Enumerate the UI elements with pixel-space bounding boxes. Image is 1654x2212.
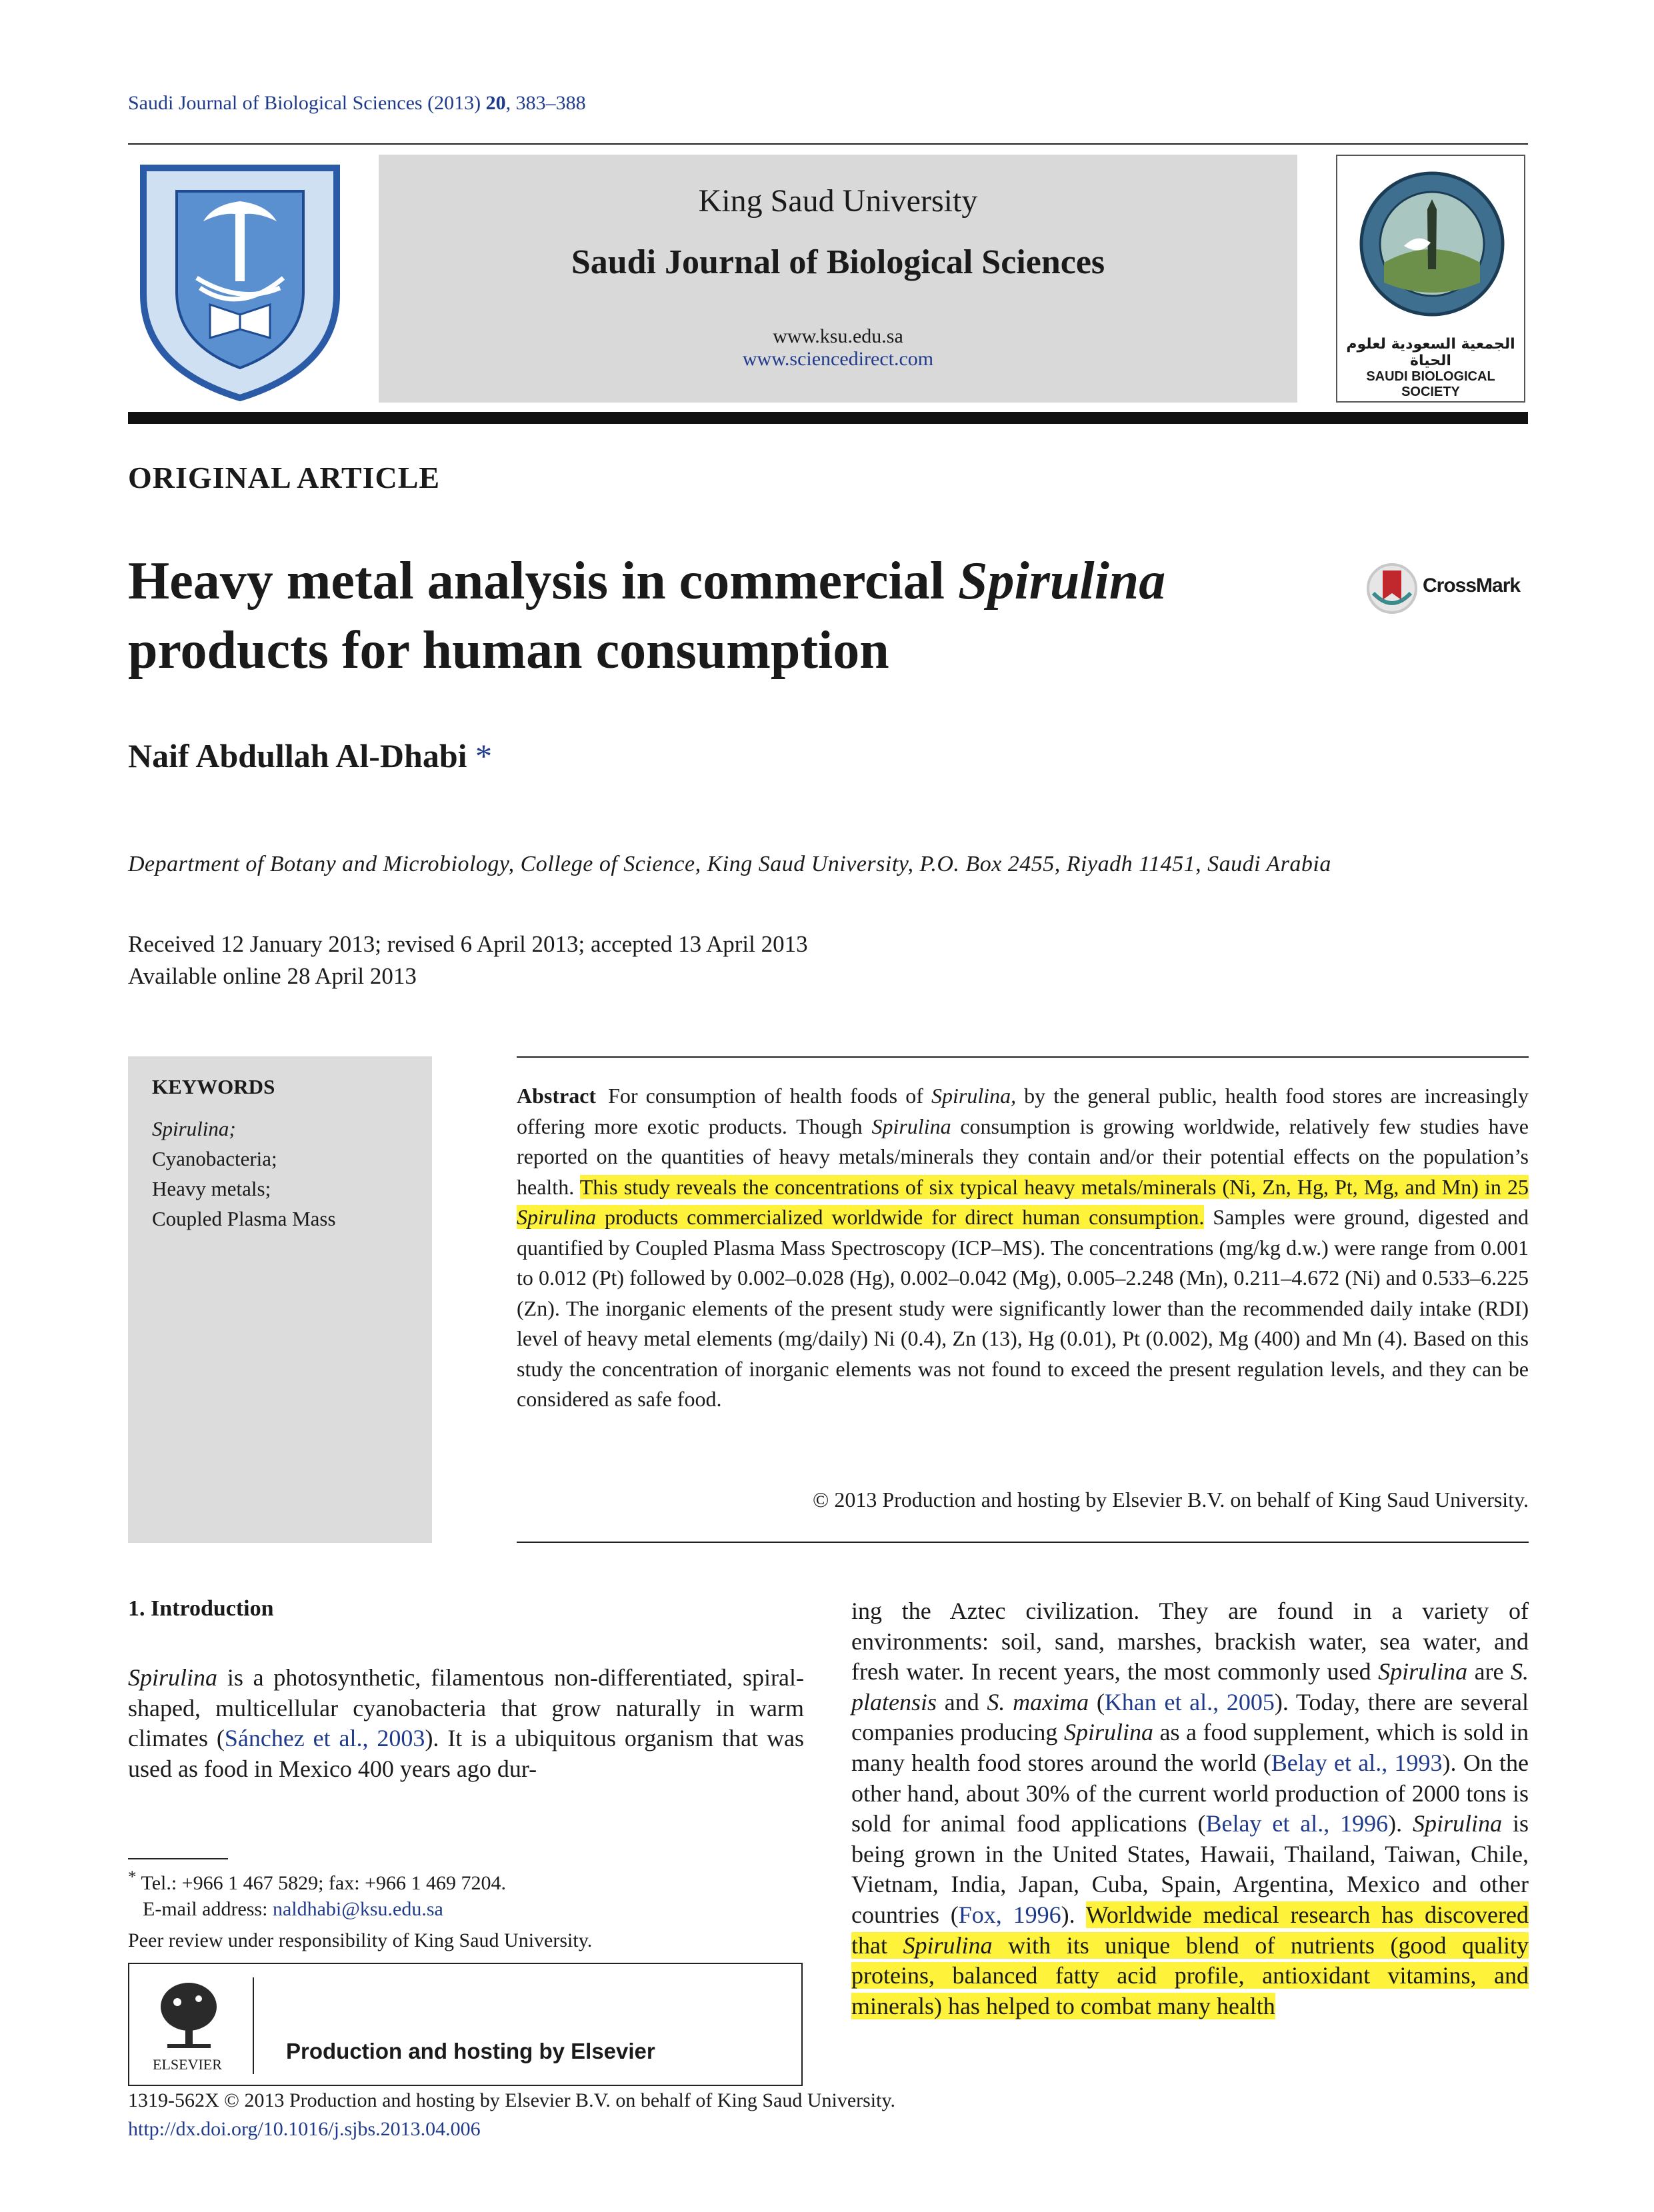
header-rule [128, 143, 1528, 145]
abstract [517, 1081, 1529, 1415]
crossmark-icon [1365, 558, 1419, 618]
footnote-mark: * [128, 1868, 137, 1886]
journal-citation [128, 92, 586, 115]
title-italic: Spirulina [958, 552, 1166, 610]
journal-name: Saudi Journal of Biological Sciences [571, 243, 1105, 281]
email-link[interactable]: naldhabi@ksu.edu.sa [272, 1898, 443, 1920]
keyword-item: Coupled Plasma Mass [152, 1207, 336, 1230]
body-text: ). [1388, 1810, 1413, 1837]
abstract-heading: Abstract [517, 1084, 597, 1108]
saudi-biological-society-logo [1336, 155, 1525, 403]
ksu-website[interactable]: www.ksu.edu.sa [773, 325, 903, 347]
peer-review-note: Peer review under responsibility of King Saud University. [128, 1929, 593, 1951]
footnote-contact [128, 1868, 506, 1895]
body-highlight: Worldwide medical research has discovered that [851, 1901, 1529, 1959]
citation-link[interactable]: Belay et al., 1993 [1271, 1749, 1443, 1776]
crossmark-label: CrossMark [1423, 574, 1521, 596]
body-column-right [851, 1596, 1529, 2021]
footnote-email [143, 1898, 443, 1921]
keywords-heading: KEYWORDS [152, 1075, 275, 1098]
body-text: are [1467, 1658, 1511, 1685]
author [128, 736, 492, 775]
abstract-text: consumption is growing worldwide, relatively few studies have reported on the quantities of heavy metals/minerals they contain and/or their potential effects on the population’s health. [517, 1114, 1529, 1199]
section-heading-introduction: 1. Introduction [128, 1596, 274, 1621]
crossmark-badge[interactable] [1365, 558, 1532, 618]
online-date: Available online 28 April 2013 [128, 963, 417, 989]
received-dates: Received 12 January 2013; revised 6 April 2013; accepted 13 April 2013 [128, 931, 808, 957]
email-label: E-mail address: [143, 1898, 273, 1920]
society-name-english: SAUDI BIOLOGICAL SOCIETY [1366, 369, 1495, 399]
body-italic: S. platensis [851, 1658, 1529, 1715]
body-italic: Spirulina [1413, 1810, 1503, 1837]
sciencedirect-link[interactable]: www.sciencedirect.com [742, 348, 934, 370]
body-text: ). [1061, 1901, 1086, 1928]
body-italic: S. maxima [987, 1688, 1089, 1715]
body-text: ). On the other hand, about 30% of the current world production of 2000 tons is sold for animal food applications ( [851, 1749, 1529, 1837]
keyword-item: Heavy metals; [152, 1177, 271, 1200]
society-emblem-icon [1357, 169, 1507, 319]
keywords-box [128, 1056, 432, 1543]
society-name-arabic: الجمعية السعودية لعلوم الحياة [1346, 336, 1515, 369]
body-italic: Spirulina [1378, 1658, 1468, 1685]
keyword-item: Cyanobacteria; [152, 1147, 277, 1170]
abstract-highlight-italic: Spirulina [517, 1205, 597, 1229]
masthead-rule [128, 412, 1528, 424]
elsevier-hosting-box [128, 1963, 803, 2086]
author-footnote-mark[interactable]: * [475, 737, 493, 774]
abstract-italic: Spirulina [871, 1114, 951, 1138]
footnote-phone: Tel.: +966 1 467 5829; fax: +966 1 469 7204. [136, 1872, 506, 1894]
article-history [128, 928, 808, 992]
abstract-text: by the general public, health food stores are increasingly offering more exotic products. Though [517, 1084, 1529, 1138]
abstract-highlight: products commercialized worldwide for direct human consumption. [596, 1205, 1205, 1229]
elsevier-divider [253, 1977, 254, 2074]
keyword-item: Spirulina; [152, 1117, 236, 1140]
abstract-copyright: © 2013 Production and hosting by Elsevier B.V. on behalf of King Saud University. [813, 1488, 1529, 1512]
body-text: ing the Aztec civilization. They are found in a variety of environments: soil, sand, marshes, brackish water, sea water, and fresh water. In recent years, the most commonly used [851, 1598, 1529, 1685]
journal-volume: 20 [485, 92, 506, 114]
body-text: ). It is a ubiquitous organism that was used as food in Mexico 400 years ago dur- [128, 1725, 804, 1782]
abstract-rule-top [517, 1056, 1529, 1058]
body-text: is being grown in the United States, Hawaii, Thailand, Taiwan, Chile, Vietnam, India, Japan, Cuba, Spain, Argentina, Mexico and other countries ( [851, 1810, 1529, 1928]
body-text: as a food supplement, which is sold in many health food stores around the world ( [851, 1719, 1529, 1776]
university-name: King Saud University [698, 183, 978, 219]
title-part-1: Heavy metal analysis in commercial [128, 552, 958, 610]
article-type: ORIGINAL ARTICLE [128, 461, 441, 495]
title-part-2: products for human consumption [128, 621, 889, 680]
king-saud-university-logo [130, 155, 350, 405]
citation-link[interactable]: Khan et al., 2005 [1104, 1688, 1275, 1715]
body-highlight: with its unique blend of nutrients (good quality proteins, balanced fatty acid profile, antioxidant vitamins, and minerals) has helped to combat many health [851, 1931, 1529, 2019]
affiliation: Department of Botany and Microbiology, College of Science, King Saud University, P.O. Box 2455, Riyadh 11451, Saudi Arabia [128, 852, 1331, 876]
body-highlight-italic: Spirulina [903, 1931, 993, 1959]
body-text: ). Today, there are several companies producing [851, 1688, 1529, 1746]
journal-citation-text: Saudi Journal of Biological Sciences (2013) [128, 92, 486, 114]
abstract-rule-bottom [517, 1542, 1529, 1543]
abstract-text: Samples were ground, digested and quantified by Coupled Plasma Mass Spectroscopy (ICP–MS). The concentrations (mg/kg d.w.) were range from 0.001 to 0.012 (Pt) followed by 0.002–0.028 (Hg), 0.002–0.042 (Mg), 0.005–2.248 (Mn), 0.211–4.672 (Ni) and 0.533–6.225 (Zn). The inorganic elements of the present study were significantly lower than the recommended daily intake (RDI) level of heavy metal elements (mg/daily) Ni (0.4), Zn (13), Hg (0.01), Pt (0.002), Mg (400) and Mn (4). Based on this study the concentration of inorganic elements was not found to exceed the present regulation levels, and they can be considered as safe food. [517, 1205, 1529, 1411]
body-text: is a photosynthetic, filamentous non-differentiated, spiral-shaped, multicellular cyanobacteria that grow naturally in warm climates ( [128, 1664, 804, 1752]
body-text: and [937, 1688, 987, 1715]
abstract-italic: Spirulina, [931, 1084, 1017, 1108]
body-text: ( [1089, 1688, 1105, 1715]
article-title [128, 547, 1395, 685]
journal-pages: , 383–388 [505, 92, 586, 114]
elsevier-hosting-label: Production and hosting by Elsevier [286, 2039, 655, 2063]
elsevier-tree-icon [157, 1979, 221, 2052]
issn-line: 1319-562X © 2013 Production and hosting by Elsevier B.V. on behalf of King Saud University. [128, 2089, 896, 2111]
masthead [379, 155, 1297, 403]
citation-link[interactable]: Belay et al., 1996 [1205, 1810, 1389, 1837]
abstract-text: For consumption of health foods of [608, 1084, 931, 1108]
citation-link[interactable]: Fox, 1996 [958, 1901, 1061, 1928]
abstract-highlight: This study reveals the concentrations of six typical heavy metals/minerals (Ni, Zn, Hg, Pt, Mg, and Mn) in 25 [579, 1174, 1529, 1199]
citation-link[interactable]: Sánchez et al., 2003 [224, 1725, 425, 1752]
author-name: Naif Abdullah Al-Dhabi [128, 737, 467, 774]
body-column-left [128, 1663, 804, 1784]
elsevier-wordmark: ELSEVIER [153, 2056, 222, 2073]
body-italic: Spirulina [128, 1664, 218, 1691]
doi-link[interactable]: http://dx.doi.org/10.1016/j.sjbs.2013.04.006 [128, 2118, 481, 2140]
body-italic: Spirulina [1063, 1719, 1153, 1746]
footnote-rule [128, 1858, 228, 1859]
